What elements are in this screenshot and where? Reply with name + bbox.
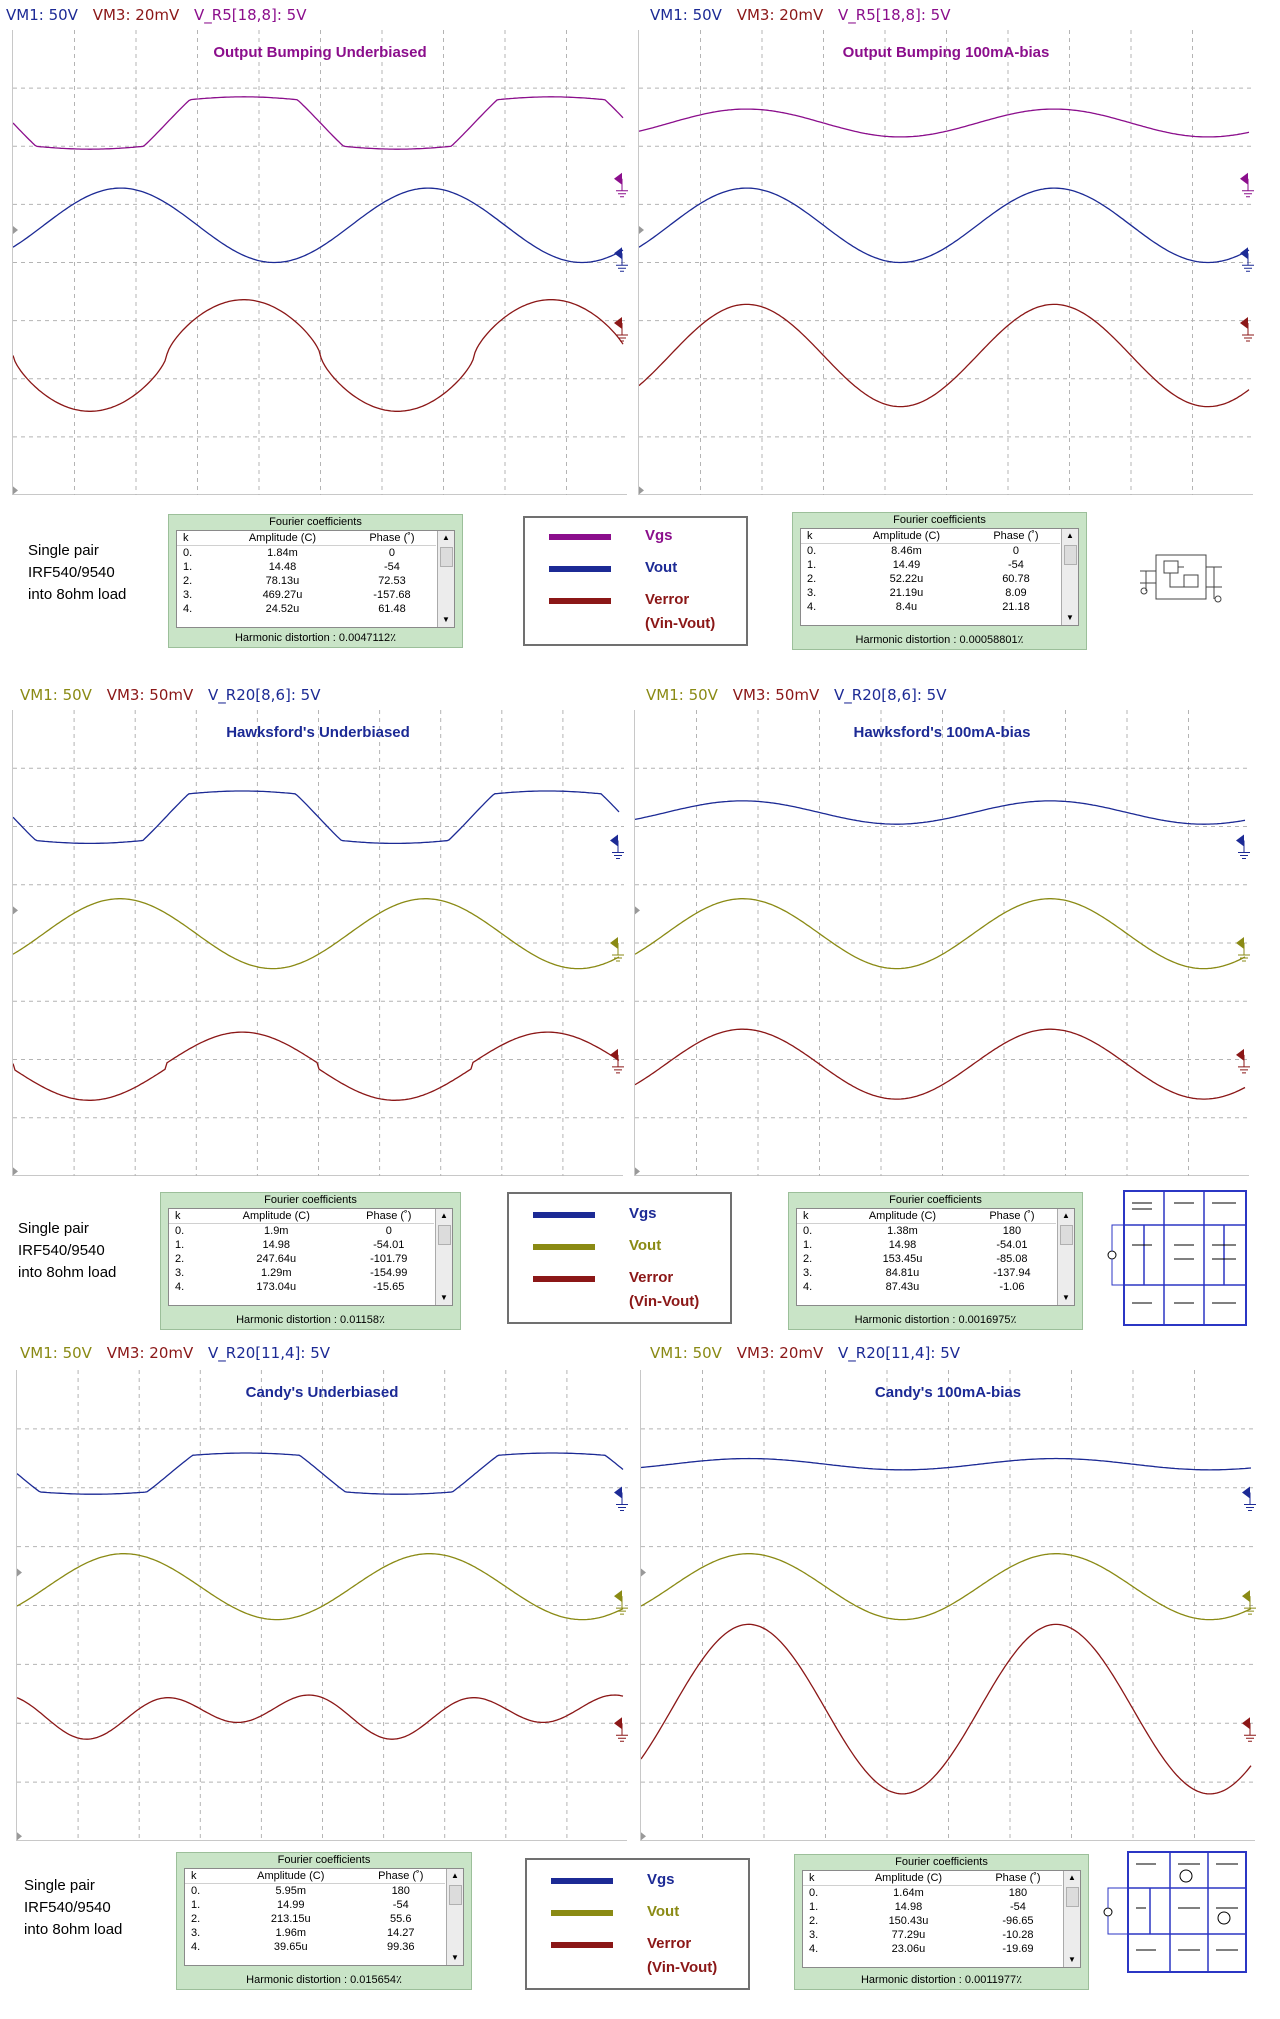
legend-verror-sub: (Vin-Vout) [629, 1293, 700, 1310]
cell-k: 2. [807, 573, 817, 585]
cell-phase: -54 [1008, 559, 1024, 571]
channel-header-right [646, 686, 956, 704]
fourier-title: Fourier coefficients [264, 1194, 357, 1206]
fourier-panel-right [788, 1192, 1083, 1330]
cell-amplitude: 247.64u [256, 1253, 297, 1265]
scrollbar[interactable] [1063, 1871, 1080, 1967]
cell-k: 4. [175, 1281, 185, 1293]
legend-box: Vgs Vout Verror (Vin-Vout) [525, 1858, 750, 1990]
cell-k: 3. [183, 589, 193, 601]
scroll-thumb[interactable] [1066, 1887, 1079, 1907]
channel-marker-icon[interactable] [610, 834, 624, 858]
scope-right[interactable] [634, 710, 1249, 1176]
trace-red [17, 1695, 623, 1739]
fourier-table[interactable] [176, 530, 455, 628]
cell-k: 0. [809, 1887, 819, 1899]
cell-phase: 60.78 [1002, 573, 1030, 585]
grid [639, 30, 1254, 495]
cell-phase: -137.94 [993, 1267, 1031, 1279]
cell-k: 1. [191, 1899, 201, 1911]
scroll-thumb[interactable] [440, 547, 453, 567]
trace-purple [639, 109, 1249, 137]
scope-title: Candy's Underbiased [245, 1384, 399, 1401]
cell-phase: 21.18 [1002, 601, 1030, 613]
col-k-header: k [177, 531, 217, 546]
cell-amplitude: 87.43u [885, 1281, 920, 1293]
table-row [803, 1942, 1062, 1956]
cell-k: 0. [183, 547, 193, 559]
ground-marker-icon [635, 906, 640, 1175]
trace-olive [635, 899, 1245, 969]
ground-marker-icon [641, 1569, 646, 1841]
table-row [801, 558, 1060, 572]
scope-left[interactable] [12, 30, 627, 495]
table-row [185, 1912, 445, 1926]
note-line: IRF540/9540 [18, 1242, 105, 1259]
scroll-thumb[interactable] [438, 1225, 451, 1245]
cell-k: 2. [809, 1915, 819, 1927]
vm3-label: VM3: 50mV [106, 686, 194, 704]
cell-amplitude: 14.98 [262, 1239, 291, 1251]
vr-label: V_R20[8,6]: 5V [208, 686, 321, 704]
cell-k: 1. [183, 561, 193, 573]
channel-marker-icon[interactable] [1236, 834, 1250, 858]
cell-phase: 0 [1012, 545, 1020, 557]
cell-k: 2. [175, 1253, 185, 1265]
legend-verror-sub: (Vin-Vout) [647, 1959, 718, 1976]
channel-marker-icon[interactable] [614, 247, 628, 271]
cell-phase: -96.65 [1002, 1915, 1034, 1927]
fourier-table[interactable] [800, 528, 1079, 626]
col-k-header: k [797, 1209, 837, 1224]
col-phase-header: Phase (˚) [357, 1869, 446, 1884]
cell-amplitude: 1.84m [267, 547, 298, 559]
col-amplitude-header: Amplitude (C) [841, 529, 972, 544]
cell-phase: -54 [384, 561, 400, 573]
scope-plot [17, 1370, 628, 1841]
vm1-label: VM1: 50V [20, 1344, 92, 1362]
fourier-table[interactable] [802, 1870, 1081, 1968]
scrollbar[interactable] [1057, 1209, 1074, 1305]
col-phase-header: Phase (˚) [348, 531, 436, 546]
vr-label: V_R20[11,4]: 5V [838, 1344, 961, 1362]
channel-marker-icon[interactable] [614, 1717, 628, 1741]
cell-phase: -85.08 [996, 1253, 1028, 1265]
cell-amplitude: 153.45u [882, 1253, 923, 1265]
cell-phase: -19.69 [1002, 1943, 1034, 1955]
cell-k: 4. [809, 1943, 819, 1955]
scroll-down-icon[interactable]: ▼ [1068, 1955, 1076, 1964]
trace-red [635, 1029, 1245, 1099]
fourier-table[interactable] [168, 1208, 453, 1306]
scope-plot [639, 30, 1254, 495]
section-output-bumping [0, 0, 1280, 680]
cell-phase: 180 [1002, 1225, 1022, 1237]
scroll-thumb[interactable] [1060, 1225, 1073, 1245]
cell-amplitude: 469.27u [262, 589, 303, 601]
scrollbar[interactable] [437, 531, 454, 627]
cell-amplitude: 77.29u [891, 1929, 926, 1941]
fourier-table[interactable] [184, 1868, 464, 1966]
col-phase-header: Phase (˚) [968, 1209, 1056, 1224]
fourier-title: Fourier coefficients [893, 514, 986, 526]
cell-amplitude: 1.29m [260, 1267, 292, 1279]
cell-k: 0. [175, 1225, 185, 1237]
cell-amplitude: 1.96m [275, 1927, 307, 1939]
trace-olive [641, 1554, 1251, 1620]
cell-phase: -157.68 [373, 589, 411, 601]
channel-header-left [6, 6, 316, 24]
table-row [185, 1898, 445, 1912]
cell-k: 2. [183, 575, 193, 587]
scroll-up-icon[interactable]: ▲ [442, 533, 450, 542]
cell-amplitude: 84.81u [885, 1267, 920, 1279]
cell-k: 1. [803, 1239, 813, 1251]
section-hawksford [0, 680, 1280, 1340]
channel-marker-icon[interactable] [614, 1590, 628, 1614]
cell-phase: 8.09 [1005, 587, 1027, 599]
scope-right[interactable] [640, 1370, 1255, 1841]
table-row [801, 572, 1060, 586]
cell-amplitude: 1.9m [264, 1225, 289, 1237]
table-row [169, 1252, 434, 1266]
cell-amplitude: 8.4u [895, 601, 918, 613]
cell-amplitude: 8.46m [891, 545, 922, 557]
cell-amplitude: 14.48 [268, 561, 297, 573]
cell-k: 3. [803, 1267, 813, 1279]
trace-red [13, 300, 623, 412]
table-row [185, 1926, 445, 1940]
cell-phase: -54 [392, 1899, 409, 1911]
note-line: Single pair [28, 542, 99, 559]
channel-header-right [650, 6, 960, 24]
harmonic-distortion: Harmonic distortion : 0.0047112٪ [234, 632, 396, 644]
ground-marker-icon [639, 226, 644, 494]
cell-amplitude: 1.38m [887, 1225, 918, 1237]
cell-phase: -54 [1010, 1901, 1026, 1913]
note-line: into 8ohm load [24, 1921, 123, 1938]
channel-marker-icon[interactable] [614, 1486, 628, 1510]
table-row [177, 560, 436, 574]
cell-amplitude: 21.19u [889, 587, 924, 599]
cell-k: 3. [191, 1927, 201, 1939]
harmonic-distortion: Harmonic distortion : 0.0016975٪ [854, 1314, 1017, 1326]
scope-title: Candy's 100mA-bias [874, 1384, 1022, 1401]
legend-box: Vgs Vout Verror (Vin-Vout) [507, 1192, 732, 1324]
channel-marker-icon[interactable] [1240, 173, 1254, 197]
scroll-down-icon[interactable]: ▼ [1062, 1293, 1070, 1302]
circuit-note [24, 1875, 122, 1941]
col-amplitude-header: Amplitude (C) [225, 1869, 357, 1884]
col-amplitude-header: Amplitude (C) [843, 1871, 974, 1886]
scroll-up-icon[interactable]: ▲ [451, 1871, 459, 1880]
channel-header-left [20, 1344, 340, 1362]
harmonic-distortion: Harmonic distortion : 0.00058801٪ [855, 634, 1024, 646]
scope-plot [641, 1370, 1256, 1841]
trace-blue [13, 791, 619, 843]
channel-marker-icon[interactable] [614, 173, 628, 197]
table-row [797, 1280, 1056, 1294]
ground-marker-icon [17, 1569, 22, 1841]
cell-k: 4. [183, 603, 193, 615]
channel-marker-icon[interactable] [1242, 1486, 1256, 1510]
col-phase-header: Phase (˚) [344, 1209, 435, 1224]
legend-verror-sub: (Vin-Vout) [645, 615, 716, 632]
channel-marker-icon[interactable] [1236, 1049, 1250, 1073]
col-amplitude-header: Amplitude (C) [209, 1209, 344, 1224]
vr-label: V_R20[8,6]: 5V [834, 686, 947, 704]
cell-phase: 72.53 [378, 575, 406, 587]
table-row [797, 1266, 1056, 1280]
cell-amplitude: 150.43u [888, 1915, 929, 1927]
col-k-header: k [801, 529, 841, 544]
col-k-header: k [803, 1871, 843, 1886]
table-row [169, 1280, 434, 1294]
channel-header-left [20, 686, 330, 704]
cell-amplitude: 14.98 [888, 1239, 917, 1251]
scroll-down-icon[interactable]: ▼ [451, 1953, 459, 1962]
col-phase-header: Phase (˚) [974, 1871, 1062, 1886]
table-row [803, 1914, 1062, 1928]
cell-k: 1. [809, 1901, 819, 1913]
fourier-table[interactable] [796, 1208, 1075, 1306]
table-row [177, 588, 436, 602]
trace-purple [13, 97, 623, 149]
trace-blue [635, 801, 1245, 824]
trace-red [13, 1032, 619, 1100]
cell-k: 0. [807, 545, 817, 557]
harmonic-distortion: Harmonic distortion : 0.015654٪ [246, 1974, 402, 1986]
cell-amplitude: 5.95m [275, 1885, 307, 1897]
circuit-note [18, 1218, 116, 1284]
ground-marker-icon [13, 226, 18, 494]
cell-k: 0. [191, 1885, 201, 1897]
vm3-label: VM3: 20mV [736, 1344, 824, 1362]
cell-k: 3. [809, 1929, 819, 1941]
scroll-up-icon[interactable]: ▲ [1066, 531, 1074, 540]
table-row [801, 600, 1060, 614]
scope-title: Hawksford's 100mA-bias [853, 724, 1031, 741]
cell-k: 3. [807, 587, 817, 599]
cell-phase: -10.28 [1002, 1929, 1034, 1941]
cell-k: 4. [803, 1281, 813, 1293]
vm1-label: VM1: 50V [6, 6, 78, 24]
cell-phase: -1.06 [999, 1281, 1025, 1293]
table-row [185, 1884, 445, 1899]
scope-plot [13, 710, 624, 1176]
scope-right[interactable] [638, 30, 1253, 495]
table-row [177, 602, 436, 616]
scrollbar[interactable] [1061, 529, 1078, 625]
cell-phase: -54.01 [373, 1239, 405, 1251]
fourier-panel-left [176, 1852, 472, 1990]
cell-phase: 180 [391, 1885, 410, 1897]
col-amplitude-header: Amplitude (C) [837, 1209, 968, 1224]
cell-phase: 0 [388, 547, 396, 559]
fourier-panel-right [794, 1854, 1089, 1990]
cell-amplitude: 14.98 [894, 1901, 923, 1913]
cell-amplitude: 173.04u [256, 1281, 297, 1293]
note-line: IRF540/9540 [24, 1899, 111, 1916]
trace-olive [17, 1554, 623, 1620]
cell-phase: -54.01 [996, 1239, 1028, 1251]
col-phase-header: Phase (˚) [972, 529, 1060, 544]
channel-marker-icon[interactable] [1242, 1590, 1256, 1614]
col-amplitude-header: Amplitude (C) [217, 531, 348, 546]
cell-phase: 61.48 [378, 603, 406, 615]
circuit-note [28, 540, 126, 606]
scroll-up-icon[interactable]: ▲ [1062, 1211, 1070, 1220]
table-row [797, 1252, 1056, 1266]
note-line: IRF540/9540 [28, 564, 115, 581]
channel-marker-icon[interactable] [610, 1049, 624, 1073]
table-row [177, 546, 436, 561]
cell-phase: 55.6 [390, 1913, 412, 1925]
fourier-panel-right [792, 512, 1087, 650]
cell-amplitude: 1.64m [893, 1887, 924, 1899]
fourier-title: Fourier coefficients [269, 516, 362, 528]
table-row [169, 1266, 434, 1280]
schematic-thumbnail [1134, 547, 1226, 611]
cell-amplitude: 39.65u [273, 1941, 308, 1953]
vm1-label: VM1: 50V [650, 6, 722, 24]
scope-plot [635, 710, 1250, 1176]
table-row [185, 1940, 445, 1954]
scope-left[interactable] [12, 710, 623, 1176]
cell-amplitude: 14.49 [892, 559, 921, 571]
note-line: into 8ohm load [18, 1264, 117, 1281]
trace-red [639, 304, 1249, 406]
table-row [801, 544, 1060, 559]
vm3-label: VM3: 50mV [732, 686, 820, 704]
trace-olive [13, 899, 619, 969]
scroll-down-icon[interactable]: ▼ [1066, 613, 1074, 622]
scrollbar[interactable] [435, 1209, 452, 1305]
vm1-label: VM1: 50V [646, 686, 718, 704]
cell-amplitude: 14.99 [276, 1899, 305, 1911]
vr-label: V_R5[18,8]: 5V [838, 6, 951, 24]
vm1-label: VM1: 50V [650, 1344, 722, 1362]
cell-phase: -15.65 [373, 1281, 405, 1293]
trace-blue [641, 1459, 1251, 1470]
cell-k: 2. [803, 1253, 813, 1265]
note-line: Single pair [24, 1877, 95, 1894]
note-line: into 8ohm load [28, 586, 127, 603]
scroll-thumb[interactable] [449, 1885, 462, 1905]
scope-left[interactable] [16, 1370, 627, 1841]
cell-phase: 99.36 [386, 1941, 415, 1953]
cell-k: 0. [803, 1225, 813, 1237]
cell-k: 1. [807, 559, 817, 571]
harmonic-distortion: Harmonic distortion : 0.01158٪ [236, 1314, 385, 1326]
cell-phase: -101.79 [370, 1253, 408, 1265]
ground-marker-icon [13, 906, 18, 1175]
scroll-down-icon[interactable]: ▼ [442, 615, 450, 624]
fourier-title: Fourier coefficients [895, 1856, 988, 1868]
vr-label: V_R5[18,8]: 5V [194, 6, 307, 24]
cell-phase: 0 [385, 1225, 392, 1237]
table-row [797, 1224, 1056, 1239]
schematic-thumbnail [1100, 1848, 1252, 1978]
fourier-title: Fourier coefficients [277, 1854, 371, 1866]
section-candy [0, 1340, 1280, 2019]
cell-k: 2. [191, 1913, 201, 1925]
scroll-up-icon[interactable]: ▲ [1068, 1873, 1076, 1882]
vm3-label: VM3: 20mV [736, 6, 824, 24]
fourier-title: Fourier coefficients [889, 1194, 982, 1206]
grid [13, 710, 624, 1176]
trace-blue [639, 188, 1249, 262]
cell-amplitude: 23.06u [891, 1943, 926, 1955]
channel-marker-icon[interactable] [1240, 247, 1254, 271]
fourier-panel-left [160, 1192, 461, 1330]
table-row [801, 586, 1060, 600]
cell-phase: -154.99 [370, 1267, 408, 1279]
table-row [803, 1886, 1062, 1901]
legend-box: Vgs Vout Verror (Vin-Vout) [523, 516, 748, 646]
channel-header-right [650, 1344, 970, 1362]
channel-marker-icon[interactable] [1242, 1717, 1256, 1741]
grid [13, 30, 628, 495]
scope-title: Output Bumping 100mA-bias [842, 44, 1050, 61]
table-row [169, 1224, 434, 1239]
grid [635, 710, 1250, 1176]
trace-blue [13, 188, 623, 262]
cell-phase: 180 [1008, 1887, 1028, 1899]
cell-amplitude: 213.15u [270, 1913, 311, 1925]
scroll-thumb[interactable] [1064, 545, 1077, 565]
vm1-label: VM1: 50V [20, 686, 92, 704]
vm3-label: VM3: 20mV [106, 1344, 194, 1362]
scope-plot [13, 30, 628, 495]
scope-title: Output Bumping Underbiased [213, 44, 427, 61]
trace-red [641, 1624, 1251, 1794]
cell-amplitude: 78.13u [265, 575, 300, 587]
table-row [177, 574, 436, 588]
cell-k: 3. [175, 1267, 185, 1279]
cell-phase: 14.27 [386, 1927, 415, 1939]
col-k-header: k [185, 1869, 225, 1884]
note-line: Single pair [18, 1220, 89, 1237]
scope-title: Hawksford's Underbiased [226, 724, 410, 741]
cell-k: 1. [175, 1239, 185, 1251]
table-row [803, 1900, 1062, 1914]
fourier-panel-left [168, 514, 463, 648]
table-row [803, 1928, 1062, 1942]
scrollbar[interactable] [446, 1869, 463, 1965]
scroll-down-icon[interactable]: ▼ [440, 1293, 448, 1302]
cell-amplitude: 52.22u [889, 573, 924, 585]
cell-amplitude: 24.52u [265, 603, 300, 615]
col-k-header: k [169, 1209, 209, 1224]
harmonic-distortion: Harmonic distortion : 0.0011977٪ [860, 1974, 1022, 1986]
vm3-label: VM3: 20mV [92, 6, 180, 24]
scroll-up-icon[interactable]: ▲ [440, 1211, 448, 1220]
cell-k: 4. [191, 1941, 201, 1953]
table-row [797, 1238, 1056, 1252]
cell-k: 4. [807, 601, 817, 613]
vr-label: V_R20[11,4]: 5V [208, 1344, 331, 1362]
schematic-thumbnail [1104, 1185, 1254, 1333]
table-row [169, 1238, 434, 1252]
